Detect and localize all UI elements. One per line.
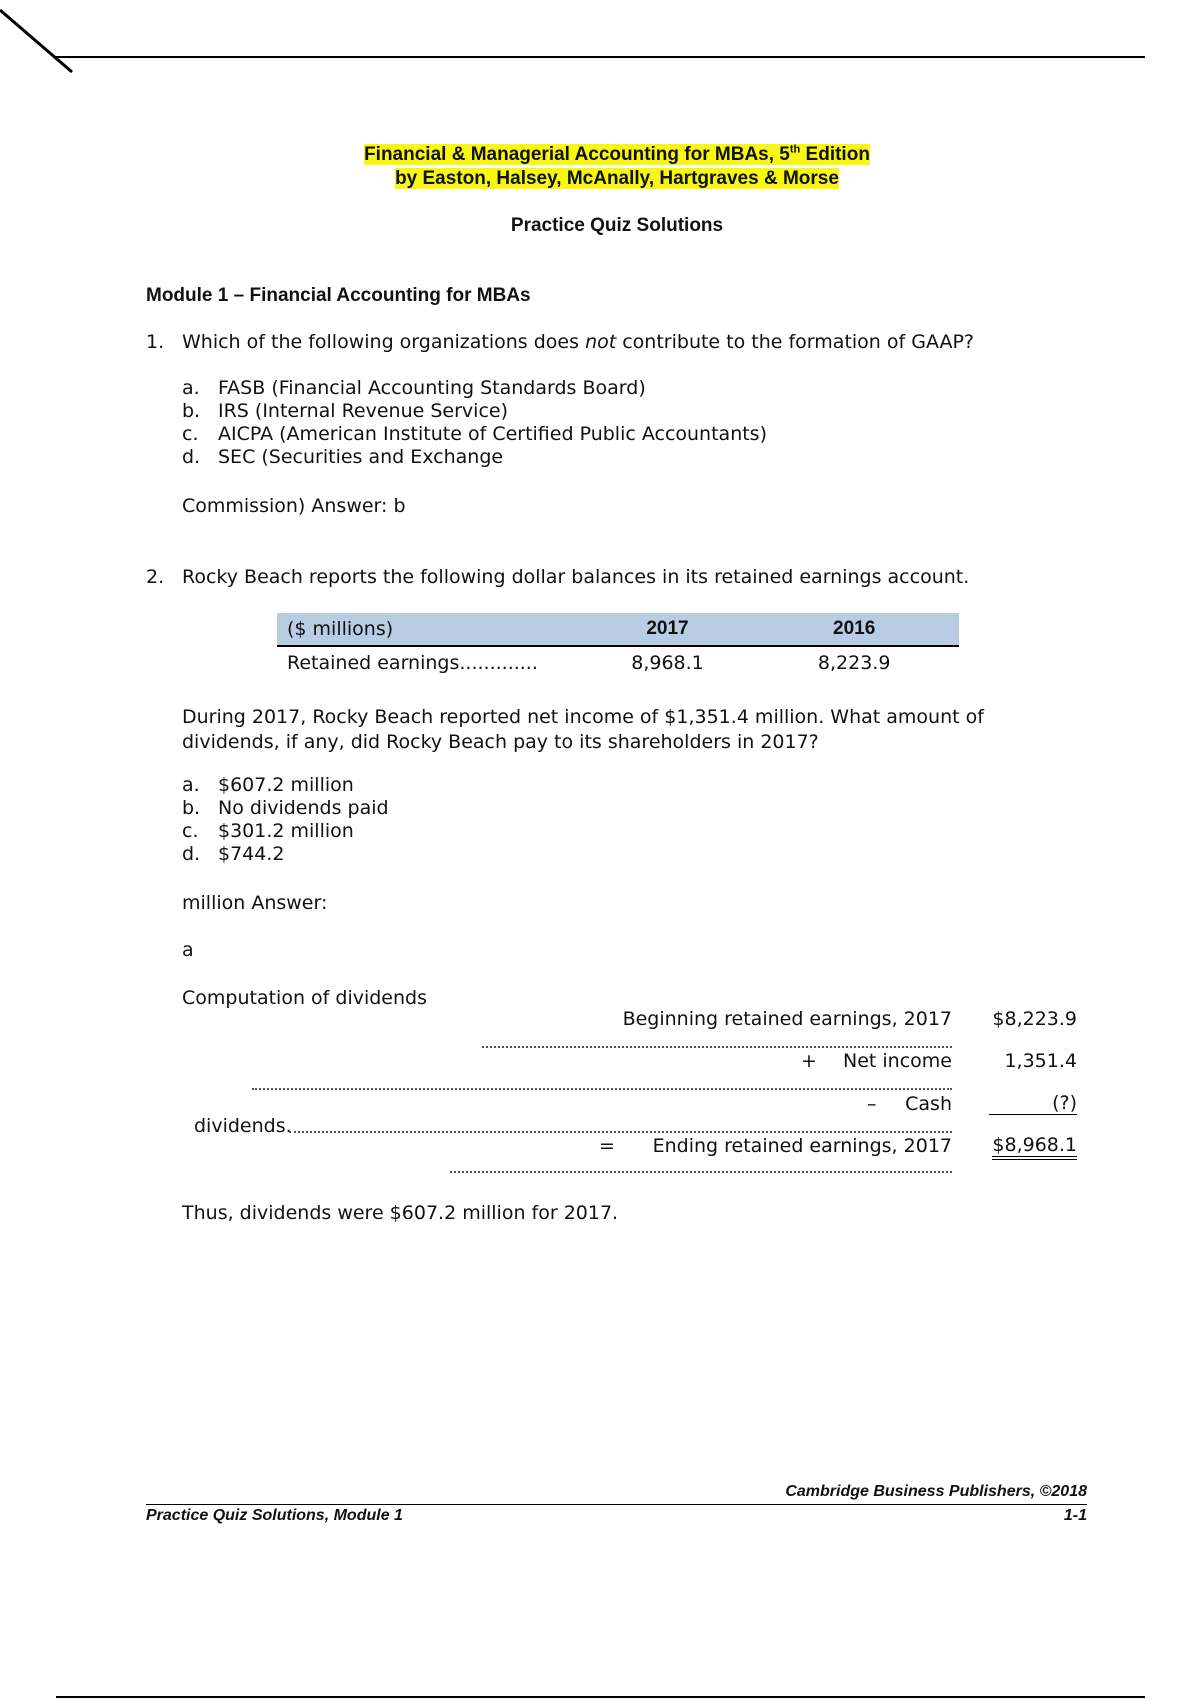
beginning-label: Beginning retained earnings, 2017 — [622, 1008, 952, 1030]
table-header-2017: 2017 — [586, 613, 750, 646]
equals-sign: = — [599, 1135, 615, 1157]
q2-option-b: b. No dividends paid — [182, 797, 389, 819]
computation-title: Computation of dividends — [182, 987, 427, 1009]
q2-text: Rocky Beach reports the following dollar balances in its retained earnings account. — [182, 566, 970, 588]
book-title-line2: by Easton, Halsey, McAnally, Hartgraves & Morse — [395, 168, 839, 189]
q2-answer-value: a — [182, 939, 194, 961]
net-income-value: 1,351.4 — [1004, 1050, 1077, 1072]
q1-number: 1. — [146, 331, 165, 353]
row-value-2017: 8,968.1 — [631, 652, 704, 674]
table-header-2016: 2016 — [749, 613, 959, 646]
dividends-leader — [289, 1131, 952, 1133]
q2-number: 2. — [146, 566, 165, 588]
row-label: Retained earnings............. — [287, 652, 538, 674]
q1-option-d: d. SEC (Securities and Exchange — [182, 446, 504, 468]
footer-left: Practice Quiz Solutions, Module 1 — [146, 1507, 403, 1524]
q2-option-c: c. $301.2 million — [182, 820, 354, 842]
ending-label: Ending retained earnings, 2017 — [652, 1135, 952, 1157]
footer-page-number: 1-1 — [1063, 1507, 1087, 1524]
footer-rule — [146, 1504, 1087, 1505]
ending-leader — [450, 1171, 952, 1173]
retained-earnings-table — [277, 613, 959, 679]
q1-option-a: a. FASB (Financial Accounting Standards Board) — [182, 377, 646, 399]
q2-option-d: d. $744.2 — [182, 843, 285, 865]
footer-publisher: Cambridge Business Publishers, ©2018 — [785, 1483, 1087, 1500]
book-title-line1: Financial & Managerial Accounting for MBAs, 5th Edition — [364, 143, 870, 165]
ending-value: $8,968.1 — [992, 1135, 1077, 1160]
q1-text: Which of the following organizations does not contribute to the formation of GAAP? — [182, 331, 975, 353]
q2-answer-label: million Answer: — [182, 892, 328, 914]
table-header-label: ($ millions) — [277, 613, 586, 646]
q1-options — [182, 377, 767, 469]
q2-paragraph: During 2017, Rocky Beach reported net income of $1,351.4 million. What amount of dividends, if any, did Rocky Beach pay to its shareholders in 2017? — [182, 706, 984, 753]
bottom-rule — [56, 1696, 1145, 1698]
q1-answer: Commission) Answer: b — [182, 495, 406, 517]
page-subtitle: Practice Quiz Solutions — [510, 215, 724, 236]
q2-conclusion: Thus, dividends were $607.2 million for 2017. — [182, 1202, 619, 1224]
net-income-leader — [252, 1088, 952, 1090]
table-row — [277, 646, 959, 679]
table-header-row — [277, 613, 959, 646]
beginning-leader — [482, 1046, 952, 1048]
cash-label: Cash — [905, 1093, 952, 1115]
q1-option-b: b. IRS (Internal Revenue Service) — [182, 400, 509, 422]
header-decoration — [0, 0, 1200, 80]
plus-sign: + — [801, 1050, 817, 1072]
module-heading: Module 1 – Financial Accounting for MBAs — [146, 285, 531, 306]
beginning-value: $8,223.9 — [992, 1008, 1077, 1030]
row-value-2016: 8,223.9 — [817, 652, 891, 674]
dividends-label: dividends. — [194, 1115, 292, 1137]
minus-sign: – — [867, 1093, 877, 1115]
cash-value: (?) — [989, 1093, 1077, 1115]
net-income-label: Net income — [843, 1050, 952, 1072]
q2-options — [182, 774, 389, 866]
q1-option-c: c. AICPA (American Institute of Certified Public Accountants) — [182, 423, 767, 445]
q2-option-a: a. $607.2 million — [182, 774, 354, 796]
